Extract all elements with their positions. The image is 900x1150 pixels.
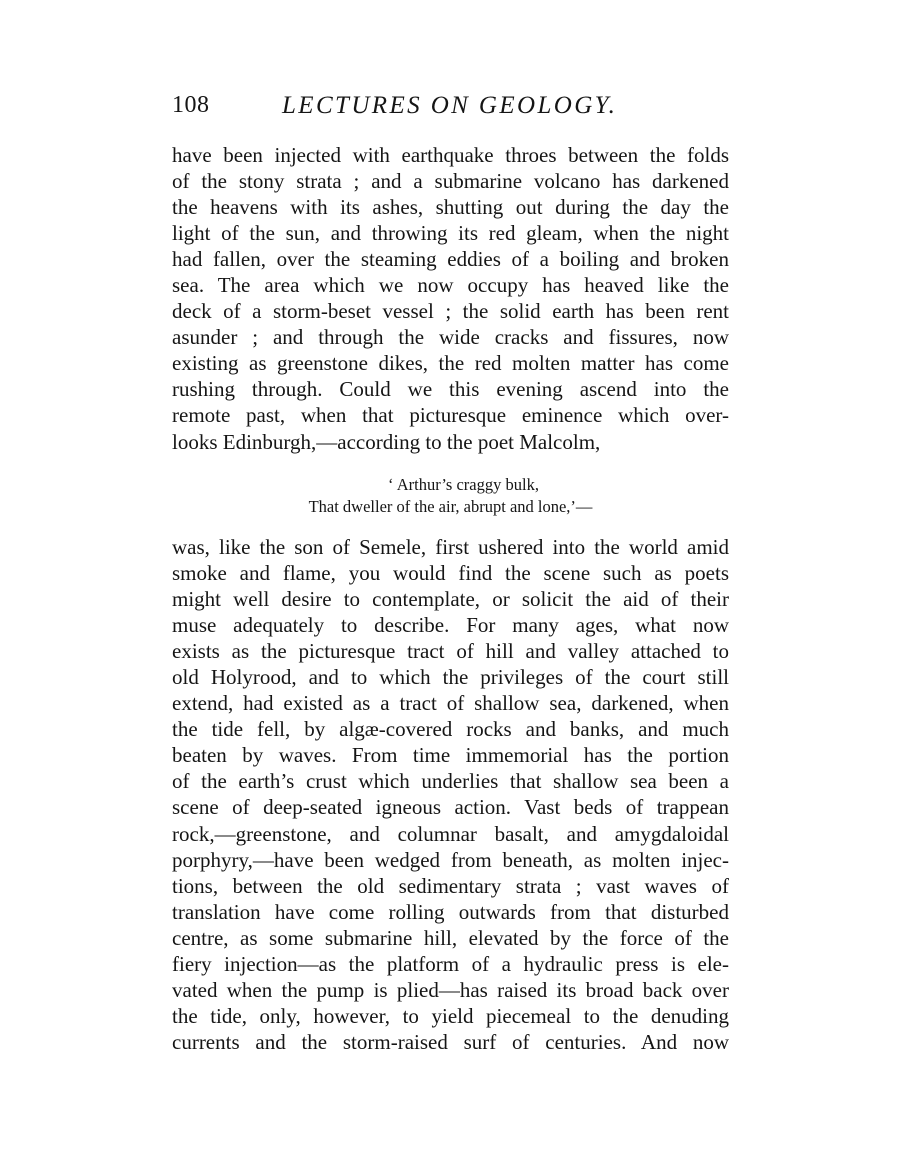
text-line: sea. The area which we now occupy has heaved like the — [172, 273, 729, 298]
text-line: asunder ; and through the wide cracks and fissures, now — [172, 325, 729, 350]
text-line: was, like the son of Semele, first ushered into the world amid — [172, 535, 729, 559]
text-line: old Holyrood, and to which the privileges of the court still — [172, 665, 729, 690]
text-line: scene of deep-seated igneous action. Vast beds of trappean — [172, 795, 729, 820]
text-line: the tide fell, by algæ-covered rocks and banks, and much — [172, 717, 729, 742]
text-line: exists as the picturesque tract of hill and valley attached to — [172, 639, 729, 664]
text-line: muse adequately to describe. For many ages, what now — [172, 613, 729, 638]
text-line: currents and the storm-raised surf of centuries. And now — [172, 1029, 729, 1054]
text-line: looks Edinburgh,—according to the poet Malcolm, — [172, 429, 601, 454]
text-line: had fallen, over the steaming eddies of a boiling and broken — [172, 247, 729, 272]
text-line: smoke and flame, you would find the scene such as poets — [172, 561, 729, 586]
text-line: tions, between the old sedimentary strata ; vast waves of — [172, 873, 729, 898]
text-line: have been injected with earthquake throes between the folds — [172, 143, 729, 167]
text-line: deck of a storm-beset vessel ; the solid earth has been rent — [172, 299, 729, 324]
text-line: might well desire to contemplate, or solicit the aid of their — [172, 587, 729, 612]
quote-line: ‘ Arthur’s craggy bulk, — [388, 475, 539, 494]
text-line: of the stony strata ; and a submarine volcano has darkened — [172, 169, 729, 194]
text-line: the tide, only, however, to yield piecemeal to the denuding — [172, 1003, 729, 1028]
text-line: vated when the pump is plied—has raised its broad back over — [172, 977, 729, 1002]
text-line: the heavens with its ashes, shutting out during the day the — [172, 195, 729, 220]
text-line: rushing through. Could we this evening ascend into the — [172, 377, 729, 402]
page-number: 108 — [172, 92, 210, 118]
verse-quote — [172, 474, 729, 518]
running-title: LECTURES ON GEOLOGY. — [282, 92, 618, 119]
text-line: light of the sun, and throwing its red gleam, when the night — [172, 221, 729, 246]
paragraph-1 — [172, 142, 729, 455]
text-line: porphyry,—have been wedged from beneath, as molten injec- — [172, 847, 729, 872]
text-line: rock,—greenstone, and columnar basalt, and amygdaloidal — [172, 821, 729, 846]
text-line: fiery injection—as the platform of a hydraulic press is ele- — [172, 951, 729, 976]
text-line: translation have come rolling outwards from that disturbed — [172, 899, 729, 924]
text-line: of the earth’s crust which underlies that shallow sea been a — [172, 769, 729, 794]
running-head — [172, 92, 732, 124]
text-line: existing as greenstone dikes, the red molten matter has come — [172, 351, 729, 376]
paragraph-2 — [172, 534, 729, 1055]
text-line: extend, had existed as a tract of shallow sea, darkened, when — [172, 691, 729, 716]
text-line: remote past, when that picturesque eminence which over- — [172, 403, 729, 428]
quote-line: That dweller of the air, abrupt and lone,’— — [308, 497, 593, 516]
text-line: centre, as some submarine hill, elevated by the force of the — [172, 925, 729, 950]
text-line: beaten by waves. From time immemorial has the portion — [172, 743, 729, 768]
